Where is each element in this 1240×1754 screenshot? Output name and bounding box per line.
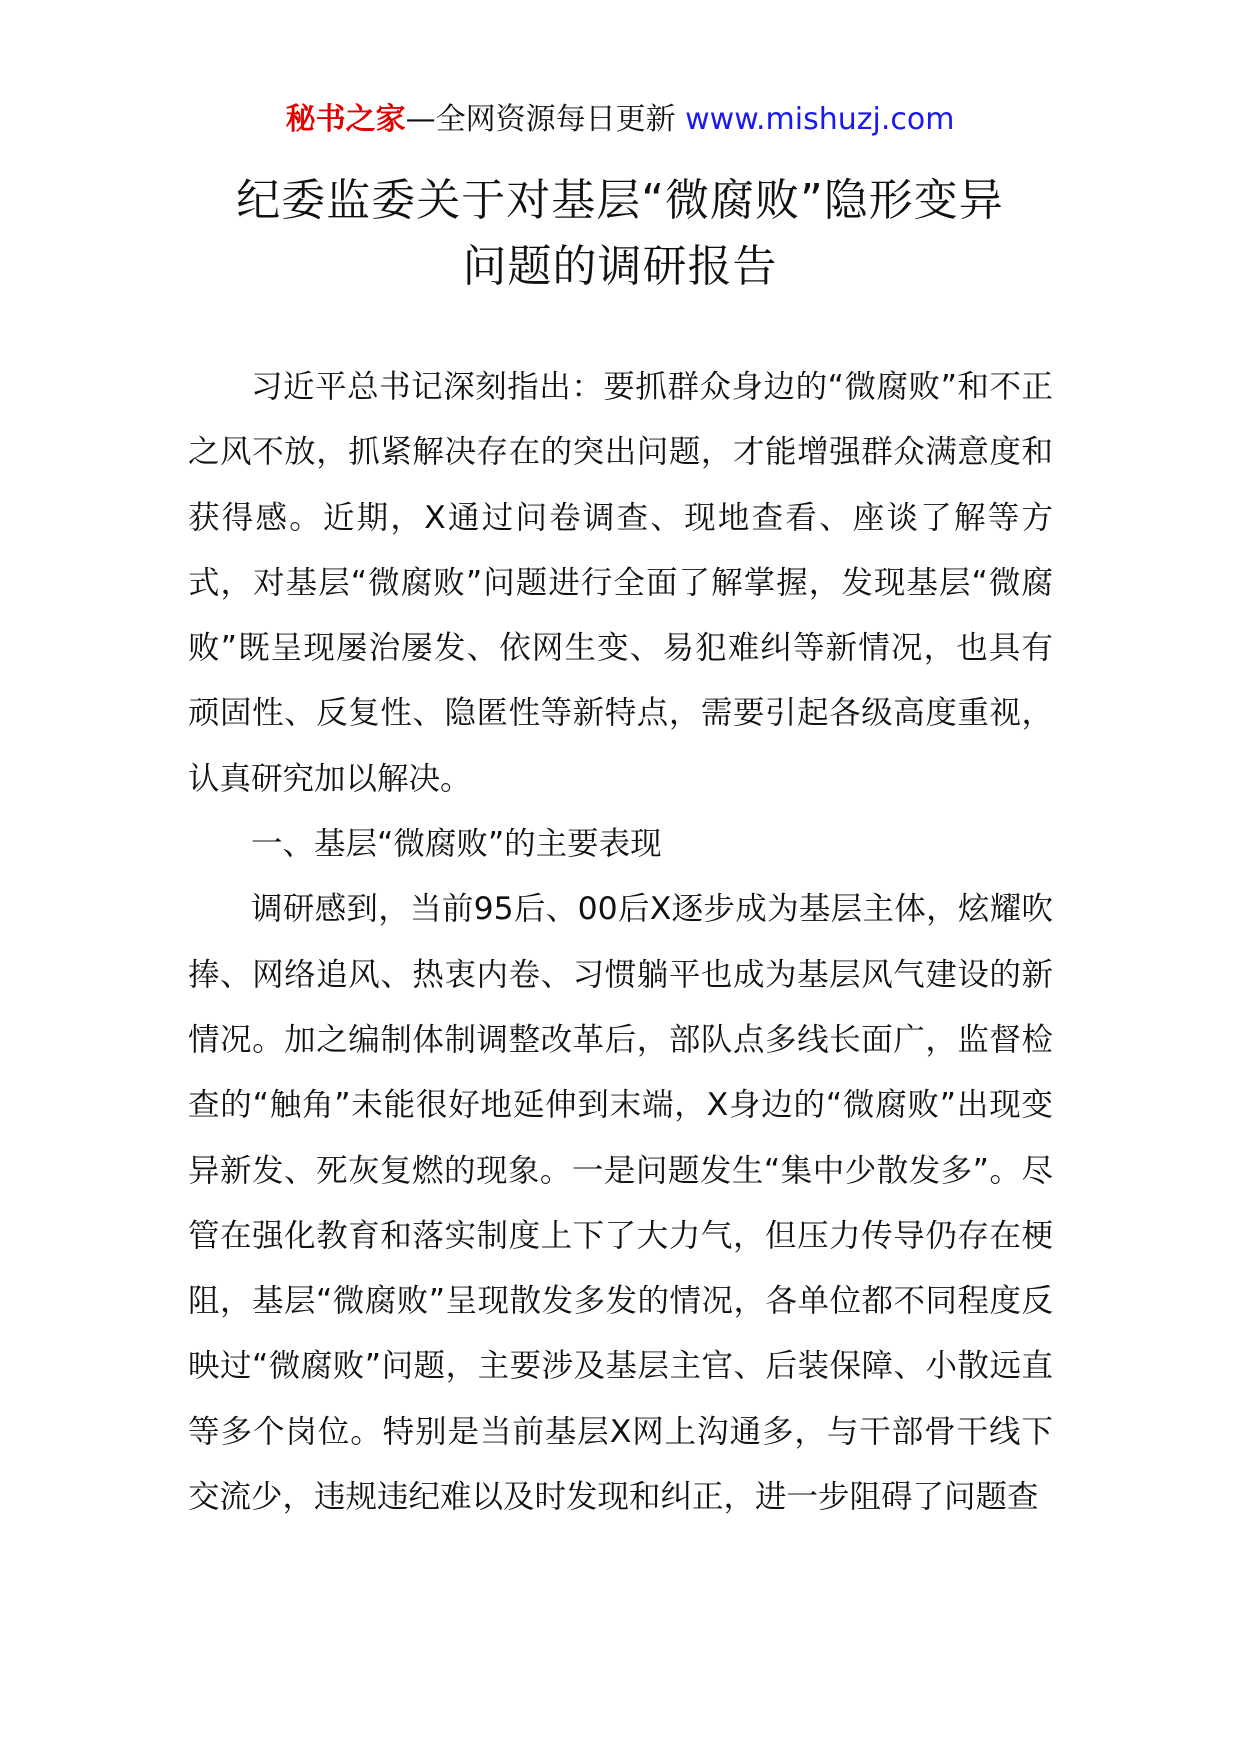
intro-paragraph: 习近平总书记深刻指出：要抓群众身边的“微腐败”和不正之风不放，抓紧解决存在的突出问题，才能增强群众满意度和获得感。近期，X通过问卷调查、现地查看、座谈了解等方式，对基层“微腐败”问题进行全面了解掌握，发现基层“微腐败”既呈现屡治屡发、依网生变、易犯难纠等新情况，也具有顽固性、反复性、隐匿性等新特点，需要引起各级高度重视，认真研究加以解决。 [188, 369, 1053, 797]
section-heading: 一、基层“微腐败”的主要表现 [251, 826, 662, 863]
site-header [0, 100, 1240, 140]
brand-name: 秘书之家 [285, 102, 406, 137]
title-line-1: 纪委监委关于对基层“微腐败”隐形变异 [236, 175, 1004, 226]
body-paragraph: 调研感到，当前95后、00后X逐步成为基层主体，炫耀吹捧、网络追风、热衷内卷、习惯躺平也成为基层风气建设的新情况。加之编制体制调整改革后，部队点多线长面广，监督检查的“触角”未能很好地延伸到末端，X身边的“微腐败”出现变异新发、死灰复燃的现象。一是问题发生“集中少散发多”。尽管在强化教育和落实制度上下了大力气，但压力传导仍存在梗阻，基层“微腐败”呈现散发多发的情况，各单位都不同程度反映过“微腐败”问题，主要涉及基层主官、后装保障、小散远直等多个岗位。特别是当前基层X网上沟通多，与干部骨干线下交流少，违规违纪难以及时发现和纠正，进一步阻碍了问题查 [188, 891, 1053, 1516]
header-tagline: —全网资源每日更新 [405, 102, 686, 137]
title-line-2: 问题的调研报告 [462, 241, 778, 292]
document-body [188, 355, 1053, 1530]
site-url-link[interactable]: www.mishuzj.com [685, 102, 955, 137]
document-title [0, 168, 1240, 300]
